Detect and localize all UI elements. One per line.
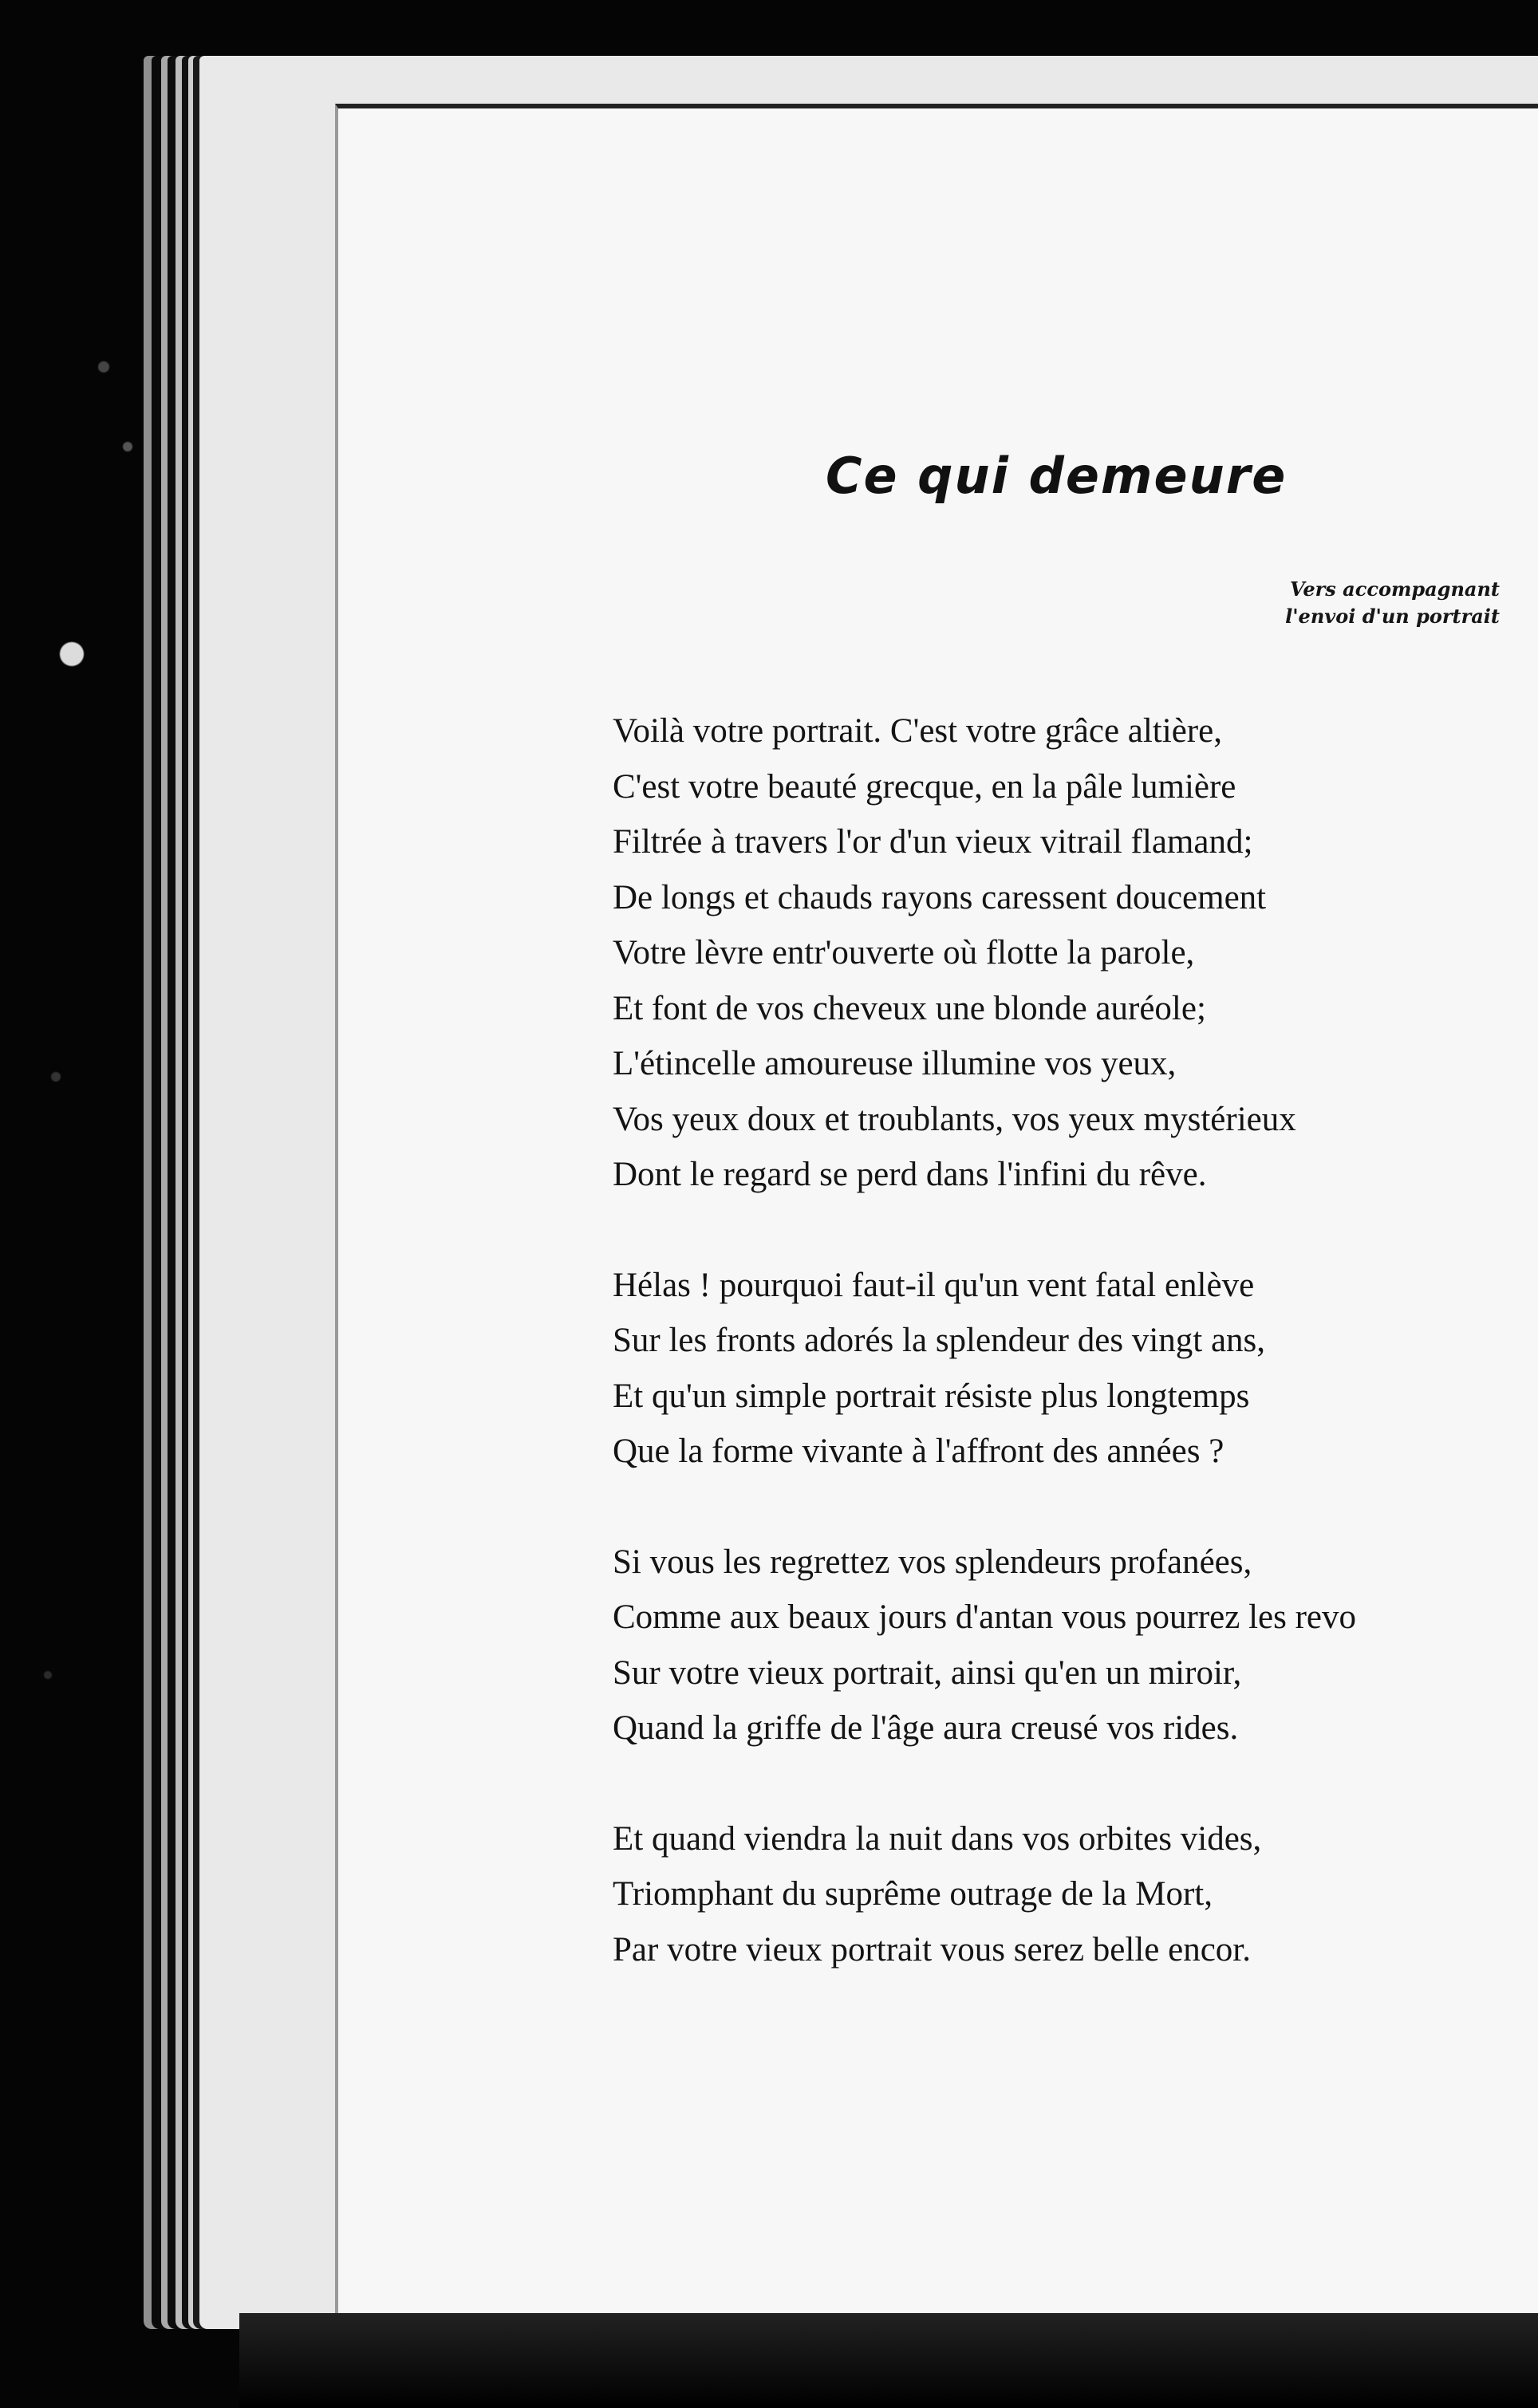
verse-line: Sur votre vieux portrait, ainsi qu'en un miroir, — [613, 1653, 1242, 1692]
verse-line: L'étincelle amoureuse illumine vos yeux, — [613, 1045, 1177, 1082]
verse-line: De longs et chauds rayons caressent doucement — [613, 878, 1267, 916]
verse-line: Hélas ! pourquoi faut-il qu'un vent fatal enlève — [613, 1266, 1255, 1304]
epigraph-line: Vers accompagnant — [1289, 577, 1500, 601]
verse-line: Votre lèvre entr'ouverte où flotte la parole, — [613, 934, 1195, 971]
poem-body — [613, 703, 1538, 2032]
verse-line: Voilà votre portrait. C'est votre grâce altière, — [613, 712, 1222, 750]
verse-line: C'est votre beauté grecque, en la pâle lumière — [613, 767, 1236, 806]
poem-title: Ce qui demeure — [826, 447, 1288, 505]
verse-line: Et qu'un simple portrait résiste plus longtemps — [613, 1377, 1250, 1415]
page-bottom-shadow — [239, 2313, 1538, 2408]
poem-epigraph — [1181, 576, 1500, 630]
verse-line: Et font de vos cheveux une blonde auréole; — [613, 989, 1206, 1027]
stanza-1 — [613, 703, 1538, 1203]
verse-line: Que la forme vivante à l'affront des années ? — [613, 1433, 1224, 1470]
stanza-4 — [613, 1811, 1538, 1978]
verse-line: Dont le regard se perd dans l'infini du rêve. — [613, 1156, 1207, 1193]
stanza-2 — [613, 1258, 1538, 1480]
verse-line: Comme aux beaux jours d'antan vous pourrez les revo — [613, 1598, 1356, 1636]
stanza-3 — [613, 1535, 1538, 1756]
verse-line: Filtrée à travers l'or d'un vieux vitrail flamand; — [613, 823, 1253, 861]
verse-line: Et quand viendra la nuit dans vos orbites vides, — [613, 1819, 1262, 1858]
verse-line: Vos yeux doux et troublants, vos yeux mystérieux — [613, 1100, 1296, 1138]
verse-line: Triomphant du suprême outrage de la Mort, — [613, 1875, 1213, 1913]
verse-line: Par votre vieux portrait vous serez belle encor. — [613, 1930, 1251, 1969]
verse-line: Quand la griffe de l'âge aura creusé vos rides. — [613, 1709, 1239, 1747]
epigraph-line: l'envoi d'un portrait — [1285, 605, 1500, 628]
verse-line: Sur les fronts adorés la splendeur des vingt ans, — [613, 1322, 1266, 1359]
verse-line: Si vous les regrettez vos splendeurs profanées, — [613, 1543, 1252, 1581]
